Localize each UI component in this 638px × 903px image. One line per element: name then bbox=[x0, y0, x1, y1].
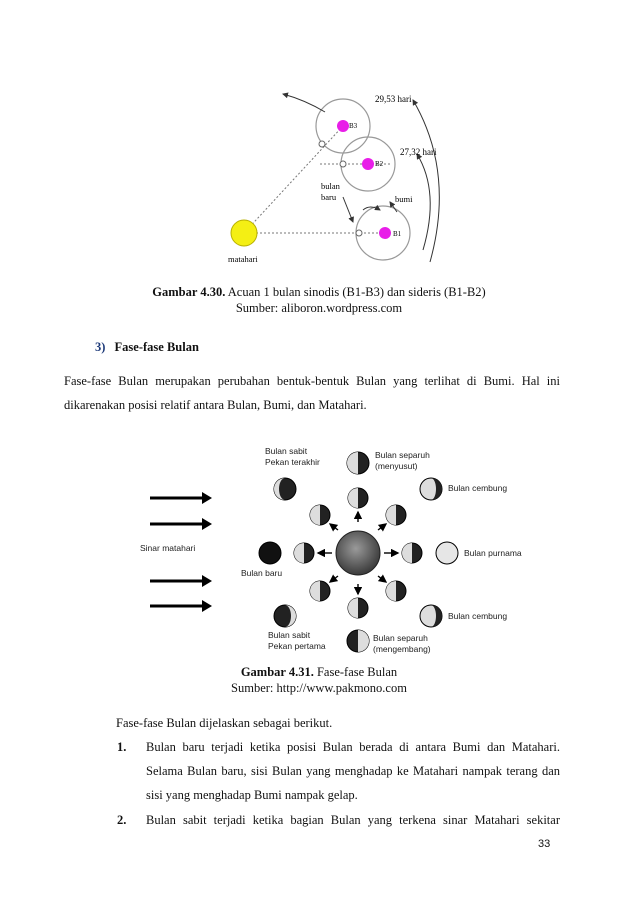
label-crescent-first-2: Pekan pertama bbox=[268, 641, 326, 651]
label-crescent-last-2: Pekan terakhir bbox=[265, 457, 320, 467]
moon-b3 bbox=[337, 120, 349, 132]
figure1-caption bbox=[0, 285, 638, 300]
label-b3: B3 bbox=[349, 122, 358, 130]
label-crescent-first-1: Bulan sabit bbox=[268, 630, 311, 640]
phase-half-waxing bbox=[347, 630, 369, 652]
label-gibbous-bottom: Bulan cembung bbox=[448, 611, 508, 621]
label-b1: B1 bbox=[393, 230, 402, 238]
sun-circle bbox=[231, 220, 257, 246]
explanation-intro: Fase-fase Bulan dijelaskan sebagai berikut. bbox=[116, 716, 333, 730]
label-crescent-last-1: Bulan sabit bbox=[265, 446, 308, 456]
item1-number: 1. bbox=[117, 740, 127, 754]
label-synodic-days: 29,53 hari bbox=[375, 94, 412, 104]
figure2-caption bbox=[0, 665, 638, 680]
phase-half-waning bbox=[347, 452, 369, 474]
item2-line-1: Bulan sabit terjadi ketika bagian Bulan yang terkena sinar Matahari sekitar bbox=[146, 813, 560, 827]
earth-center bbox=[336, 531, 380, 575]
figure2-number: Gambar 4.31. bbox=[240, 665, 314, 679]
label-half-wax-1: Bulan separuh bbox=[373, 633, 428, 643]
item2-text bbox=[146, 808, 560, 832]
figure1-source: Sumber: aliboron.wordpress.com bbox=[235, 301, 403, 315]
item1-line-3: sisi yang menghadap Bumi nampak gelap. bbox=[146, 788, 358, 802]
figure-moon-phases bbox=[120, 436, 550, 658]
phase-gibbous-top bbox=[420, 478, 442, 500]
item1-line-1: Bulan baru terjadi ketika posisi Bulan berada di antara Bumi dan Matahari. bbox=[146, 740, 560, 754]
label-sidereal-days: 27,32 hari bbox=[400, 147, 437, 157]
earth-pos-1 bbox=[356, 230, 362, 236]
label-half-wane-1: Bulan separuh bbox=[375, 450, 430, 460]
sun-b3-line bbox=[244, 126, 343, 233]
phase-crescent-last bbox=[274, 478, 296, 500]
label-sunlight: Sinar matahari bbox=[140, 543, 196, 553]
item2-number: 2. bbox=[117, 813, 127, 827]
label-gibbous-top: Bulan cembung bbox=[448, 483, 508, 493]
section-paragraph bbox=[64, 369, 560, 417]
earth-pos-3 bbox=[319, 141, 325, 147]
phase-full bbox=[436, 542, 458, 564]
moon-b2 bbox=[362, 158, 374, 170]
page-number: 33 bbox=[538, 838, 551, 850]
orbit-arrow-top bbox=[283, 94, 325, 112]
label-sun: matahari bbox=[228, 254, 258, 264]
arrow-new-moon bbox=[343, 197, 353, 222]
label-new-moon-2: baru bbox=[321, 192, 337, 202]
label-new-moon: Bulan baru bbox=[241, 568, 283, 578]
figure1-caption-text: Acuan 1 bulan sinodis (B1-B3) dan sideris (B1-B2) bbox=[227, 285, 486, 299]
paragraph-line-2: dikarenakan posisi relatif antara Bulan, Bumi, dan Matahari. bbox=[64, 398, 367, 412]
figure2-caption-text: Fase-fase Bulan bbox=[316, 665, 398, 679]
label-b2: B2 bbox=[375, 160, 384, 168]
phase-crescent-first bbox=[274, 605, 296, 627]
section-heading bbox=[95, 340, 199, 355]
label-new-moon-1: bulan bbox=[321, 181, 340, 191]
item1-line-2: Selama Bulan baru, sisi Bulan yang menghadap ke Matahari nampak terang dan bbox=[146, 764, 560, 778]
figure-synodic-sidereal bbox=[225, 82, 465, 272]
label-half-wane-2: (menyusut) bbox=[375, 461, 418, 471]
label-earth: bumi bbox=[395, 194, 413, 204]
arrow-sidereal bbox=[417, 154, 430, 250]
paragraph-line-1: Fase-fase Bulan merupakan perubahan bentuk-bentuk Bulan yang terlihat di Bumi. Hal ini bbox=[64, 374, 560, 388]
label-half-wax-2: (mengembang) bbox=[373, 644, 431, 654]
phase-new bbox=[259, 542, 281, 564]
section-number: 3) bbox=[95, 340, 106, 354]
moon-b1 bbox=[379, 227, 391, 239]
section-title: Fase-fase Bulan bbox=[114, 340, 199, 354]
item1-text bbox=[146, 735, 560, 807]
figure2-source: Sumber: http://www.pakmono.com bbox=[231, 681, 407, 695]
label-full-moon: Bulan purnama bbox=[464, 548, 522, 558]
earth-pos-2 bbox=[340, 161, 346, 167]
phase-gibbous-bottom bbox=[420, 605, 442, 627]
figure1-number: Gambar 4.30. bbox=[152, 285, 226, 299]
